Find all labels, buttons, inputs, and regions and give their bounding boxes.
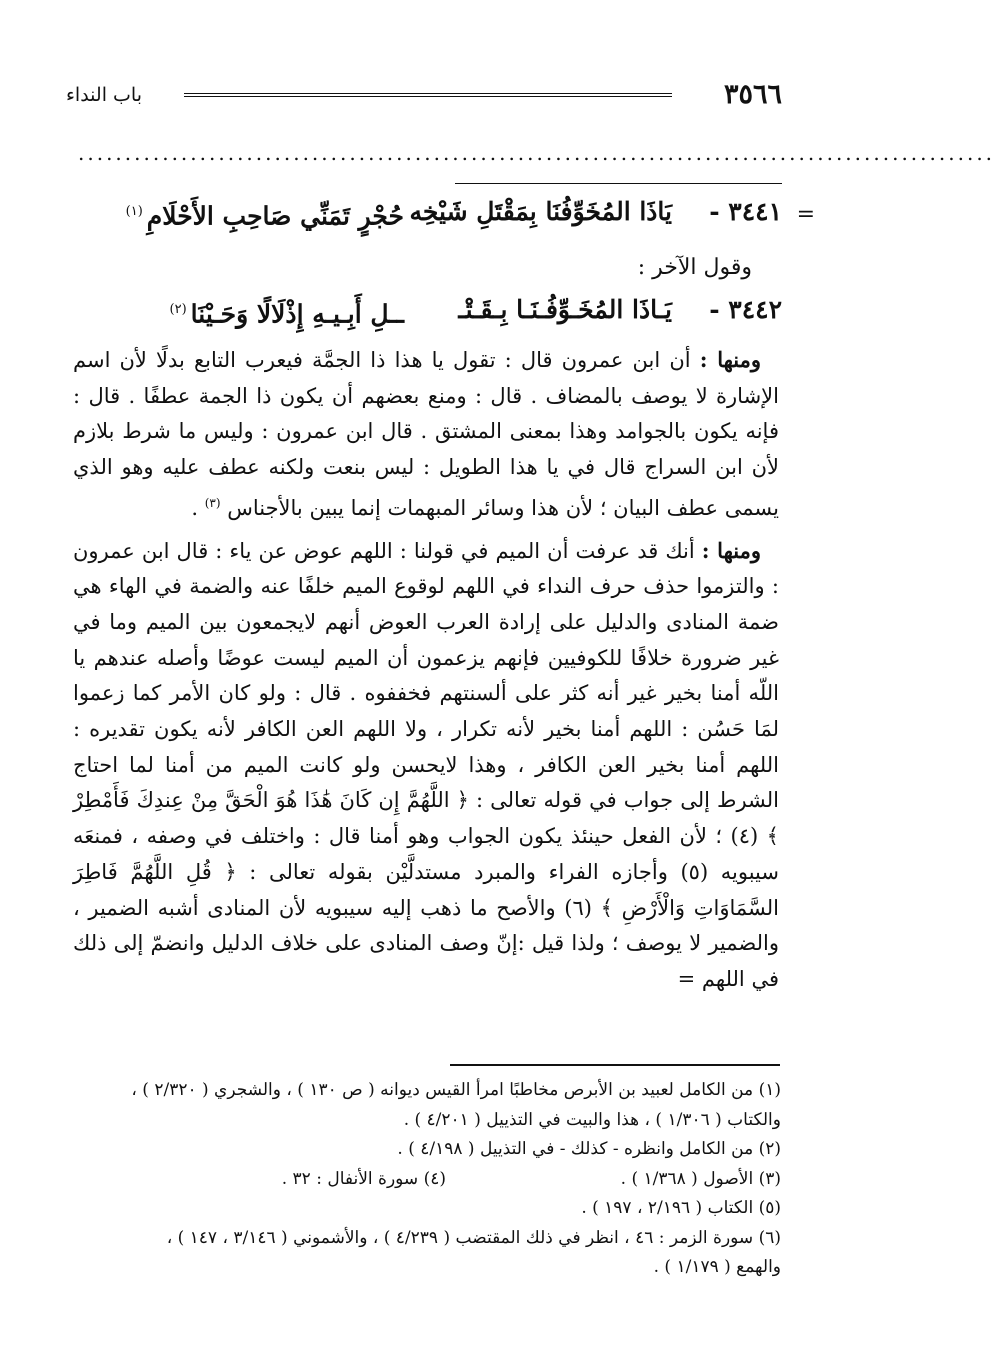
text-line: عطف البيان ؛ لأن هذا وسائر المبهمات إنما يبين بالأجناس (227, 495, 719, 520)
page-number: ٣٥٦٦ (723, 79, 782, 110)
verse-second-hemistich: حُجْرٍ تَمَنِّي صَاحِبِ الأَحْلَامِ$^{(١)}$ (125, 201, 404, 231)
text-line: . (191, 495, 205, 520)
verse-second-hemistich: ــلِ أَبِـيـهِ إِذْلَالًا وَحَـيْنَا$^{(٢)}$ (169, 299, 404, 329)
footnote-1-cont: والكتاب ( ١/٣٠٦ ) ، هذا والبيت في التذييل ( ٤/٢٠١ ) . (403, 1109, 781, 1130)
footnote-1: (١) من الكامل لعبيد بن الأبرص مخاطبًا امرأ القيس ديوانه ( ص ١٣٠ ) ، والشجري ( ٢/٣٢٠ ) ، (131, 1080, 781, 1100)
footnote-3-4-row (75, 1165, 781, 1195)
chapter-title: باب النداء (66, 84, 142, 106)
verse-number: ٣٤٤٢ - (709, 295, 782, 324)
verse-first-hemistich: يَـاذَا المُخَـوِّفُـنَـا بِـقَـتْـ (458, 295, 672, 324)
footnote-6: (٦) سورة الزمر : ٤٦ ، انظر في ذلك المقتضب ( ٤/٢٣٩ ) ، والأشموني ( ٣/١٤٦ ، ١٤٧ ) ، (166, 1227, 781, 1248)
intro-line: وقول الآخر : (637, 255, 752, 280)
paragraph-lead: ومنها : (701, 537, 761, 563)
footnote-ref: (١) (125, 204, 143, 219)
text-line: فإنه يكون بالجوامد وهذا بمعنى المشتق . قال ابن عمرون : وليس ما شرط بلازم لأن (73, 419, 779, 480)
footnote-ref: (٢) (169, 302, 187, 317)
text-line: وَالْأَرْضِ ﴾ (٦) والأصح ما ذهب إليه سيبويه لأن المنادى أشبه الضمير ، والضمير لا (73, 895, 779, 956)
text-line: أن ابن عمرون قال : تقول يا هذا ذا الجمَّة فيعرب التابع بدلًا لأن اسم (73, 348, 691, 372)
text-line: وأجازه الفراء والمبرد مستدلَّيْن بقوله تعالى : ﴿ قُلِ اللَّهُمَّ فَاطِرَ السَّمَاوَاتِ (73, 859, 779, 920)
text-line: ضرورة خلافًا للكوفيين فإنهم يزعمون أن الميم ليست عوضًا وأصله عندهم يا اللّه أمنا (73, 645, 780, 706)
paragraph-lead: ومنها : (699, 347, 761, 372)
text-line: يوصف ؛ ولذا قيل :إنّ وصف المنادى على خلاف الدليل وانضمّ إلى ذلك في اللهم = (73, 931, 779, 991)
text-line: أنك قد عرفت أن الميم في قولنا : اللهم عوض عن ياء : قال ابن عمرون : (73, 538, 779, 599)
verse-rule (455, 183, 782, 184)
dotted-separator: .................................................................................................. (78, 141, 995, 165)
header-rule (184, 93, 672, 97)
text-line: والتزموا حذف حرف النداء في اللهم لوقوع الميم خلفًا عنه والضمة في الهاء هي (73, 574, 765, 599)
footnote-4: (٤) سورة الأنفال : ٣٢ . (281, 1168, 446, 1189)
text-line: ضمة المنادى والدليل على إرادة العرب العوض أنهم لايجمعون بين الميم وما في غير (73, 609, 779, 670)
verse-3442 (70, 290, 782, 330)
verse-3441 (70, 192, 782, 232)
text-line: حَسُن : اللهم أمنا بخير لأنه تكرار ، ولا اللهم العن الكافر لأنه يكون تقديره : اللهم (73, 717, 779, 777)
verse-first-hemistich: يَاذَا المُخَوِّفُنَا بِمَقْتَلِ شَيْخِه (409, 197, 672, 226)
body-text (73, 342, 779, 998)
text-line: لأن الفعل حينئذ يكون الجواب وهو أمنا قال : واختلف في وصفه ، فمنعَه سيبويه (٥) (73, 824, 779, 884)
footnote-rule (450, 1064, 780, 1066)
text-line: أمنا بخير العن الكافر ، وهذا لايحسن ولو كانت الميم من أمنا لما احتاج الشرط إلى (73, 752, 779, 813)
page-header (66, 78, 782, 112)
paragraph (73, 342, 779, 527)
text-line: الإشارة لا يوصف بالمضاف . قال : ومنع بعضهم أن يكون ذا الجمة عطفًا . قال : (73, 383, 779, 408)
text-line: بخير غير أنه كثر على ألسنتهم فخففوه . قال : ولو كان الأمر كما زعموا لمَا (73, 681, 779, 742)
footnote-ref: (٣) (204, 495, 221, 510)
verse-number: ٣٤٤١ - (709, 197, 782, 226)
footnote-3: (٣) الأصول ( ١/٣٦٨ ) . (620, 1168, 781, 1189)
continuation-mark: = (796, 202, 815, 227)
text-line: ابن السراج قال في يا هذا الطويل : ليس بنعت ولكنه عطف عليه وهو الذي يسمى (73, 455, 779, 520)
footnote-5: (٥) الكتاب ( ٢/١٩٦ ، ١٩٧ ) . (581, 1198, 781, 1218)
footnote-6-cont: والهمع ( ١/١٧٩ ) . (653, 1257, 781, 1277)
paragraph (73, 533, 779, 998)
footnote-2: (٢) من الكامل وانظره - كذلك - في التذييل ( ٤/١٩٨ ) . (397, 1139, 781, 1159)
text-line: جواب في قوله تعالى : ﴿ اللَّهُمَّ إِن كَانَ هَٰذَا هُوَ الْحَقَّ مِنْ عِندِكَ فَأَمْطِرْ ﴾ (٤) ؛ (73, 788, 779, 849)
footnotes (75, 1076, 781, 1283)
